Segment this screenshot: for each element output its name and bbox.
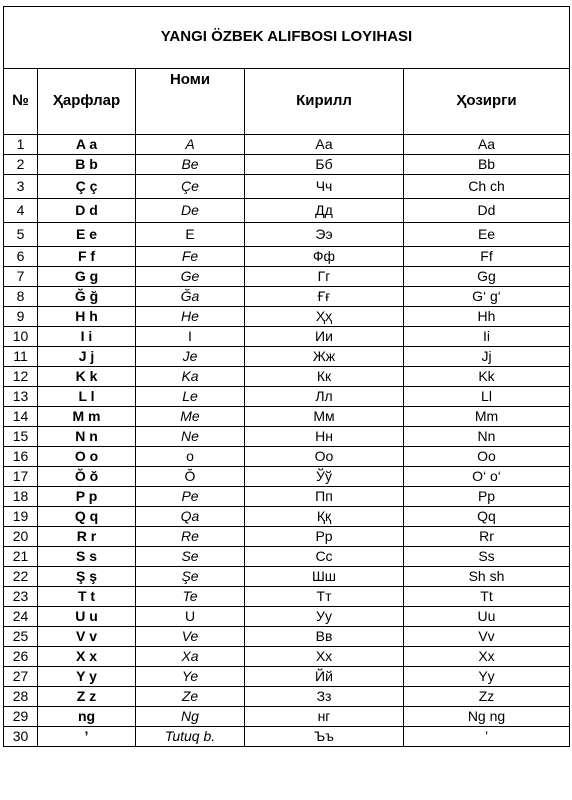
table-row [4,347,570,367]
row-number: 29 [4,707,38,727]
table-row [4,155,570,175]
row-letter: D d [38,199,136,223]
table-row [4,447,570,467]
row-letter: M m [38,407,136,427]
row-cyrillic: Хх [245,647,404,667]
row-name: Tutuq b. [136,727,245,747]
row-letter: V v [38,627,136,647]
row-name: Te [136,587,245,607]
row-current: Hh [404,307,570,327]
row-current: Nn [404,427,570,447]
row-current: Ch ch [404,175,570,199]
header-num: № [4,69,38,135]
row-current: Sh sh [404,567,570,587]
table-row [4,407,570,427]
row-number: 24 [4,607,38,627]
row-number: 11 [4,347,38,367]
row-cyrillic: Пп [245,487,404,507]
row-letter: H h [38,307,136,327]
row-current: G‘ g‘ [404,287,570,307]
row-letter: Ŏ ŏ [38,467,136,487]
row-current: Oo [404,447,570,467]
row-letter: K k [38,367,136,387]
row-current: Gg [404,267,570,287]
header-current: Ҳозирги [404,69,570,135]
row-cyrillic: Ққ [245,507,404,527]
row-letter: B b [38,155,136,175]
row-number: 14 [4,407,38,427]
row-number: 27 [4,667,38,687]
row-current: Rr [404,527,570,547]
row-name: Ge [136,267,245,287]
row-current: Vv [404,627,570,647]
row-current: Ff [404,247,570,267]
table-row [4,135,570,155]
row-cyrillic: Сс [245,547,404,567]
table-row [4,727,570,747]
row-name: Qa [136,507,245,527]
table-row [4,527,570,547]
row-cyrillic: Оо [245,447,404,467]
row-current: Ng ng [404,707,570,727]
row-current: O‘ o‘ [404,467,570,487]
row-current: Kk [404,367,570,387]
row-letter: L l [38,387,136,407]
row-letter: P p [38,487,136,507]
row-number: 2 [4,155,38,175]
row-current: Bb [404,155,570,175]
row-letter: F f [38,247,136,267]
row-cyrillic: Фф [245,247,404,267]
row-cyrillic: Тт [245,587,404,607]
row-current: Uu [404,607,570,627]
row-cyrillic: Ии [245,327,404,347]
row-number: 22 [4,567,38,587]
table-row [4,647,570,667]
table-row [4,687,570,707]
table-row [4,487,570,507]
table-row [4,175,570,199]
row-letter: Ç ç [38,175,136,199]
header-cyrillic: Кирилл [245,69,404,135]
row-current: Mm [404,407,570,427]
row-number: 8 [4,287,38,307]
row-letter: G g [38,267,136,287]
row-number: 26 [4,647,38,667]
table-body [4,135,570,747]
table-row [4,667,570,687]
row-current: Aa [404,135,570,155]
row-number: 6 [4,247,38,267]
row-number: 15 [4,427,38,447]
row-number: 28 [4,687,38,707]
row-number: 19 [4,507,38,527]
row-cyrillic: Чч [245,175,404,199]
row-name: Me [136,407,245,427]
row-letter: E e [38,223,136,247]
row-name: He [136,307,245,327]
row-current: Ll [404,387,570,407]
row-name: Ye [136,667,245,687]
row-cyrillic: Ғғ [245,287,404,307]
row-name: Ze [136,687,245,707]
row-number: 1 [4,135,38,155]
alphabet-table [3,6,570,747]
row-name: Ng [136,707,245,727]
row-letter: N n [38,427,136,447]
row-name: o [136,447,245,467]
row-number: 7 [4,267,38,287]
row-current: Qq [404,507,570,527]
row-current: Zz [404,687,570,707]
row-current: Xx [404,647,570,667]
table-row [4,327,570,347]
row-number: 12 [4,367,38,387]
row-name: I [136,327,245,347]
row-cyrillic: Кк [245,367,404,387]
row-current: Pp [404,487,570,507]
row-number: 5 [4,223,38,247]
row-number: 13 [4,387,38,407]
table-row [4,507,570,527]
row-current: Dd [404,199,570,223]
row-current: Jj [404,347,570,367]
table-row [4,387,570,407]
row-name: Ğa [136,287,245,307]
row-letter: O o [38,447,136,467]
row-name: E [136,223,245,247]
table-row [4,287,570,307]
row-number: 25 [4,627,38,647]
row-letter: Ğ ğ [38,287,136,307]
table-row [4,199,570,223]
row-letter: U u [38,607,136,627]
row-letter: J j [38,347,136,367]
row-cyrillic: Гг [245,267,404,287]
row-current: Ss [404,547,570,567]
table-row [4,247,570,267]
header-row [4,69,570,135]
row-cyrillic: Ээ [245,223,404,247]
row-current: Yy [404,667,570,687]
row-current: Ii [404,327,570,347]
row-number: 21 [4,547,38,567]
row-cyrillic: Дд [245,199,404,223]
row-current: Ee [404,223,570,247]
row-cyrillic: Йй [245,667,404,687]
row-number: 17 [4,467,38,487]
row-number: 18 [4,487,38,507]
row-name: Ne [136,427,245,447]
table-row [4,267,570,287]
row-number: 9 [4,307,38,327]
row-cyrillic: нг [245,707,404,727]
row-cyrillic: Нн [245,427,404,447]
row-letter: Z z [38,687,136,707]
row-cyrillic: Жж [245,347,404,367]
row-current: ’ [404,727,570,747]
table-row [4,627,570,647]
row-letter: A a [38,135,136,155]
row-name: Çe [136,175,245,199]
row-name: De [136,199,245,223]
table-row [4,467,570,487]
row-cyrillic: Бб [245,155,404,175]
row-cyrillic: Аа [245,135,404,155]
table-row [4,367,570,387]
row-cyrillic: Лл [245,387,404,407]
row-letter: Q q [38,507,136,527]
row-cyrillic: Зз [245,687,404,707]
row-number: 3 [4,175,38,199]
row-cyrillic: Ҳҳ [245,307,404,327]
row-name: Ve [136,627,245,647]
table-row [4,547,570,567]
row-name: Se [136,547,245,567]
row-name: A [136,135,245,155]
row-name: Ŏ [136,467,245,487]
row-name: Pe [136,487,245,507]
table-title: YANGI ÖZBEK ALIFBOSI LOYIHASI [4,7,570,69]
row-number: 20 [4,527,38,547]
row-cyrillic: Уу [245,607,404,627]
row-name: Je [136,347,245,367]
row-letter: I i [38,327,136,347]
row-cyrillic: Рр [245,527,404,547]
table-row [4,587,570,607]
table-row [4,427,570,447]
table-row [4,707,570,727]
row-letter: T t [38,587,136,607]
table-row [4,223,570,247]
table-row [4,307,570,327]
header-name: Номи [136,69,245,135]
row-cyrillic: Ъъ [245,727,404,747]
table-row [4,607,570,627]
row-number: 16 [4,447,38,467]
row-name: Ka [136,367,245,387]
row-number: 4 [4,199,38,223]
row-letter: Y y [38,667,136,687]
table-row [4,567,570,587]
row-name: Şe [136,567,245,587]
row-current: Tt [404,587,570,607]
row-name: Be [136,155,245,175]
row-letter: X x [38,647,136,667]
row-number: 30 [4,727,38,747]
row-letter: ng [38,707,136,727]
row-letter: S s [38,547,136,567]
header-letters: Ҳарфлар [38,69,136,135]
row-cyrillic: Вв [245,627,404,647]
row-letter: ’ [38,727,136,747]
row-name: Le [136,387,245,407]
row-cyrillic: Мм [245,407,404,427]
row-cyrillic: Ўў [245,467,404,487]
row-name: U [136,607,245,627]
row-number: 10 [4,327,38,347]
row-name: Re [136,527,245,547]
row-letter: Ş ş [38,567,136,587]
row-cyrillic: Шш [245,567,404,587]
row-name: Fe [136,247,245,267]
row-name: Xa [136,647,245,667]
row-number: 23 [4,587,38,607]
row-letter: R r [38,527,136,547]
